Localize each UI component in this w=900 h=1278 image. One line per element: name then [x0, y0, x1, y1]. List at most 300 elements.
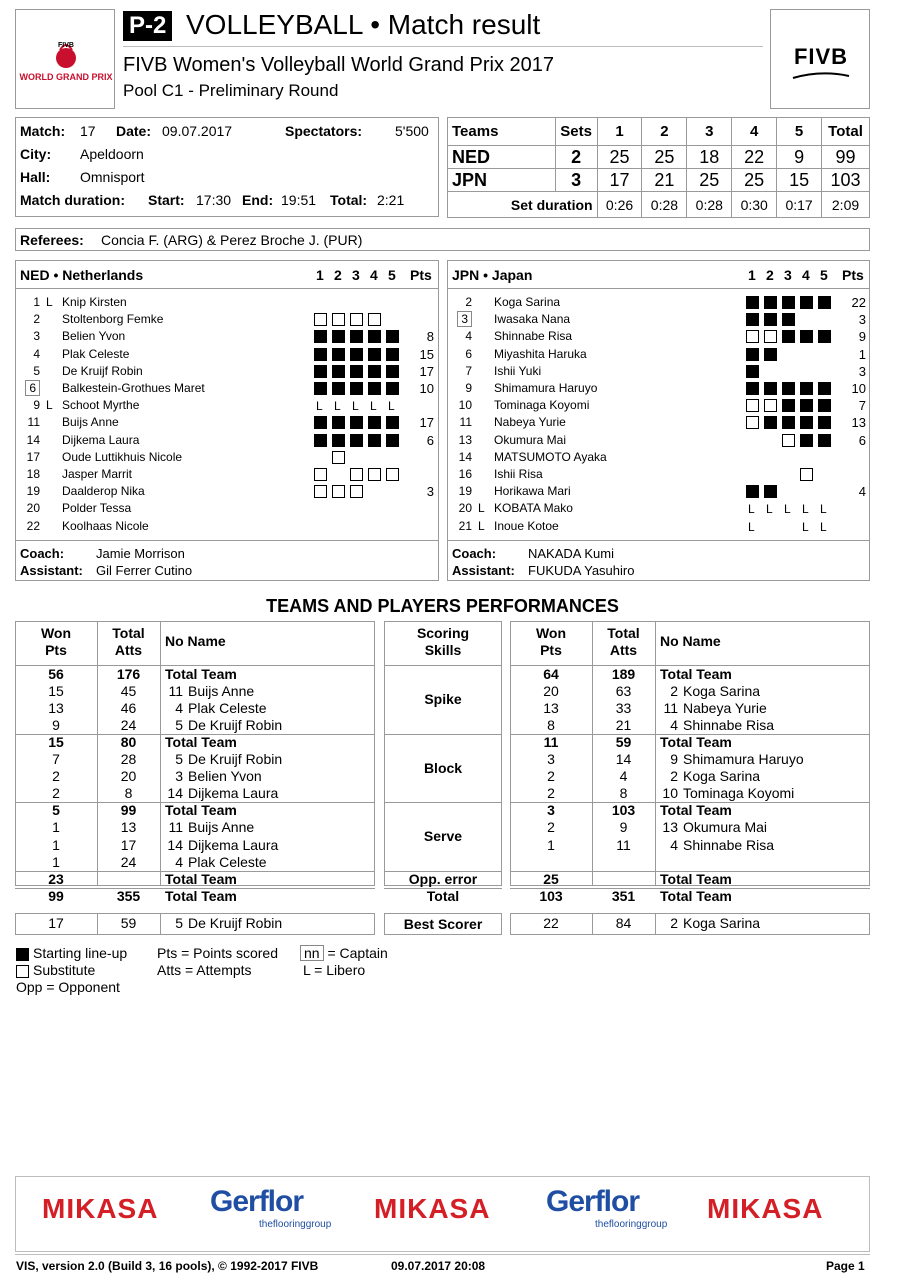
player-name: Iwasaka Nana — [494, 312, 571, 327]
player-name: Horikawa Mari — [494, 484, 571, 499]
grand-total-won: 103 — [539, 887, 563, 904]
fivb-logo — [770, 9, 870, 109]
page-title: VOLLEYBALL • Match result — [186, 9, 541, 40]
won-pts: 1 — [52, 819, 60, 836]
player-name: Polder Tessa — [62, 501, 132, 516]
starting-square-icon — [818, 399, 831, 412]
player-name: De Kruijf Robin — [188, 716, 283, 733]
player-number — [452, 311, 472, 328]
pts-header: Pts — [842, 267, 864, 283]
player-name: Nabeya Yurie — [683, 699, 767, 716]
player-number: 4 — [33, 346, 40, 361]
player-number: 13 — [458, 432, 472, 447]
player-number: 5 — [175, 751, 183, 767]
player-number: 22 — [26, 518, 40, 533]
substitute-square-icon — [350, 485, 363, 498]
gerflor-logo: Gerflor — [546, 1185, 640, 1218]
starting-square-icon — [368, 434, 381, 447]
total-atts: 189 — [611, 665, 636, 682]
player-points: 1 — [858, 346, 866, 362]
team-title: JPN • Japan — [452, 267, 533, 283]
player-name: Total Team — [660, 802, 732, 819]
substitute-square-icon — [368, 468, 381, 481]
starting-square-icon — [764, 296, 777, 309]
match-date: 09.07.2017 — [162, 123, 233, 139]
opp-error-won: 23 — [48, 870, 64, 887]
total-atts: 24 — [120, 716, 137, 733]
set-score: 25 — [732, 169, 777, 192]
player-name: Daalderop Nika — [62, 484, 145, 499]
starting-square-icon — [350, 416, 363, 429]
player-number: 2 — [670, 768, 678, 785]
starting-square-icon — [746, 313, 759, 326]
libero-set-mark: L — [748, 519, 755, 534]
score-header-cell: Teams — [448, 118, 556, 146]
perf-header: No Name — [165, 633, 226, 649]
legend-substitute — [16, 962, 95, 978]
grand-total-won: 99 — [48, 887, 64, 904]
perf-header: Pts — [540, 642, 562, 658]
start-label: Start: — [148, 192, 185, 208]
perf-row-line — [384, 665, 502, 666]
gerflor-tagline: theflooringgroup — [259, 1219, 332, 1230]
starting-square-icon — [314, 348, 327, 361]
starting-square-icon — [332, 365, 345, 378]
starting-square-icon — [818, 330, 831, 343]
player-name: Shimamura Haruyo — [494, 381, 598, 395]
player-points: 17 — [419, 415, 434, 431]
total-atts: 63 — [615, 682, 632, 699]
opp-error-name: Total Team — [660, 870, 732, 887]
won-pts: 1 — [52, 853, 60, 870]
starting-square-icon — [314, 416, 327, 429]
title-divider — [123, 46, 763, 47]
score-header-cell: 3 — [687, 118, 732, 146]
player-name: Total Team — [660, 733, 732, 750]
starting-square-icon — [764, 348, 777, 361]
perf-row-line — [384, 802, 502, 803]
starting-square-icon — [386, 382, 399, 395]
player-name: Belien Yvon — [188, 768, 262, 785]
player-name: Stoltenborg Femke — [62, 312, 164, 327]
substitute-square-icon — [764, 399, 777, 412]
player-name: Okumura Mai — [683, 819, 768, 836]
player-number: 9 — [465, 381, 472, 395]
player-name: Plak Celeste — [188, 699, 267, 716]
won-pts: 20 — [543, 682, 559, 699]
total-atts: 28 — [120, 751, 137, 767]
player-number: 17 — [26, 449, 40, 464]
won-pts: 2 — [52, 768, 60, 785]
perf-header: Scoring — [416, 625, 470, 641]
score-row-jpn — [448, 169, 870, 192]
player-name: Koga Sarina — [683, 768, 761, 785]
set-header: 5 — [388, 267, 396, 283]
set-header: 2 — [334, 267, 342, 283]
end-value: 19:51 — [281, 192, 317, 208]
set-header: 5 — [820, 267, 828, 283]
starting-square-icon — [800, 382, 813, 395]
set-header: 4 — [802, 267, 810, 283]
player-number: 2 — [670, 682, 678, 699]
legend-libero: L = Libero — [303, 962, 366, 978]
coach-ned-divider — [15, 540, 439, 541]
set-score: 18 — [687, 146, 732, 169]
player-name: KOBATA Mako — [494, 501, 573, 516]
substitute-square-icon — [746, 416, 759, 429]
total-atts: 8 — [619, 785, 628, 802]
starting-square-icon — [350, 365, 363, 378]
score-header-row — [448, 118, 870, 146]
substitute-square-icon — [314, 468, 327, 481]
won-pts: 2 — [547, 785, 555, 802]
player-name: Ishii Yuki — [494, 363, 542, 378]
performance-title: TEAMS AND PLAYERS PERFORMANCES — [266, 596, 619, 616]
player-name: Plak Celeste — [188, 853, 267, 870]
player-points: 15 — [419, 346, 434, 362]
wgp-logo — [15, 9, 115, 109]
starting-square-icon — [746, 365, 759, 378]
starting-square-icon — [764, 313, 777, 326]
won-pts: 8 — [547, 716, 555, 733]
legend-captain — [300, 945, 388, 961]
grand-total-atts: 355 — [116, 887, 141, 904]
player-name: Koga Sarina — [494, 295, 561, 309]
starting-square-icon — [332, 348, 345, 361]
best-no: 5 — [175, 915, 183, 931]
player-number: 20 — [26, 501, 40, 516]
substitute-square-icon — [746, 330, 759, 343]
player-name: Buijs Anne — [62, 415, 119, 430]
perf-col-line — [160, 621, 161, 886]
player-name: Total Team — [165, 802, 237, 819]
total-atts: 14 — [615, 751, 632, 767]
best-atts: 59 — [120, 915, 137, 931]
spectators-value: 5'500 — [395, 123, 429, 139]
set-score: 25 — [687, 169, 732, 192]
player-number: 13 — [662, 819, 678, 836]
starting-square-icon — [350, 434, 363, 447]
total-atts: 46 — [120, 699, 137, 716]
starting-square-icon — [332, 416, 345, 429]
player-points: 3 — [858, 363, 866, 379]
perf-header: Won — [40, 625, 72, 641]
libero-set-mark: L — [316, 399, 323, 414]
starting-square-icon — [782, 313, 795, 326]
assistant-name: Gil Ferrer Cutino — [96, 563, 193, 578]
set-duration: 0:28 — [687, 192, 732, 218]
team-code: NED — [448, 146, 556, 169]
match-label: Match: — [20, 123, 66, 139]
player-number: 7 — [465, 363, 472, 378]
perf-header: Total — [607, 625, 640, 641]
coach-label: Coach: — [20, 546, 65, 561]
won-pts: 9 — [52, 716, 60, 733]
grand-total-name: Total Team — [660, 887, 732, 904]
won-pts: 3 — [547, 802, 555, 819]
perf-col-line — [655, 621, 656, 886]
set-score: 15 — [777, 169, 822, 192]
set-header: 3 — [352, 267, 360, 283]
opp-error-name: Total Team — [165, 870, 237, 887]
player-number: 11 — [459, 415, 472, 430]
player-number: 19 — [458, 484, 472, 499]
player-number: 4 — [670, 716, 678, 733]
set-score: 22 — [732, 146, 777, 169]
player-points: 6 — [426, 432, 434, 448]
footer-printed: 09.07.2017 20:08 — [391, 1259, 486, 1273]
player-name: Shinnabe Risa — [683, 716, 775, 733]
won-pts: 2 — [547, 768, 555, 785]
starting-square-icon — [332, 434, 345, 447]
starting-square-icon — [314, 382, 327, 395]
won-pts: 15 — [48, 733, 64, 750]
player-number: 10 — [662, 785, 678, 802]
footer-version: VIS, version 2.0 (Build 3, 16 pools), © 1992-2017 FIVB — [16, 1259, 319, 1273]
starting-square-icon — [782, 382, 795, 395]
doc-code: P-2 — [123, 11, 172, 41]
legend-starting-text: Starting line-up — [33, 945, 128, 961]
legend-atts: Atts = Attempts — [157, 962, 252, 978]
player-number: 2 — [33, 312, 40, 327]
libero-set-mark: L — [388, 399, 395, 414]
total-value: 2:21 — [377, 192, 405, 208]
starting-square-icon — [746, 382, 759, 395]
perf-col-line — [655, 913, 656, 935]
player-number: 4 — [175, 853, 183, 870]
starting-square-icon — [350, 330, 363, 343]
set-score: 25 — [597, 146, 642, 169]
substitute-square-icon — [332, 313, 345, 326]
legend-pts: Pts = Points scored — [157, 945, 279, 961]
best-won: 22 — [543, 915, 559, 931]
player-number: 11 — [27, 415, 40, 430]
starting-square-icon — [332, 382, 345, 395]
starting-square-icon — [386, 330, 399, 343]
won-pts: 64 — [543, 665, 559, 682]
wgp-logo-icon — [16, 10, 116, 110]
substitute-square-icon — [368, 313, 381, 326]
coach-name: Jamie Morrison — [96, 546, 185, 561]
legend-captain-text: = Captain — [327, 945, 388, 961]
skill-label: Block — [423, 759, 463, 776]
libero-mark: L — [478, 518, 485, 533]
player-number: 14 — [26, 432, 40, 447]
player-number: 6 — [465, 346, 472, 361]
gerflor-tagline: theflooringgroup — [595, 1219, 668, 1230]
libero-set-mark: L — [352, 399, 359, 414]
won-pts: 2 — [547, 819, 555, 836]
substitute-square-icon — [332, 451, 345, 464]
won-pts: 15 — [48, 682, 64, 699]
start-value: 17:30 — [196, 192, 232, 208]
total-atts: 13 — [120, 819, 137, 836]
pts-header: Pts — [410, 267, 432, 283]
libero-set-mark: L — [766, 502, 773, 517]
logo-wgp-text: WORLD GRAND PRIX — [19, 72, 113, 82]
player-points: 22 — [851, 295, 866, 310]
score-header-cell: Total — [822, 118, 870, 146]
end-label: End: — [242, 192, 274, 208]
starting-square-icon — [800, 416, 813, 429]
score-header-cell: Sets — [555, 118, 597, 146]
player-name: Dijkema Laura — [62, 432, 140, 447]
player-number — [20, 380, 40, 397]
starting-square-icon — [782, 399, 795, 412]
set-score: 9 — [777, 146, 822, 169]
starting-square-icon — [818, 296, 831, 309]
roster-ned-divider — [15, 288, 439, 289]
libero-set-mark: L — [820, 519, 827, 534]
round-name: Pool C1 - Preliminary Round — [123, 81, 339, 100]
libero-mark: L — [478, 501, 485, 516]
perf-header: Won — [535, 625, 567, 641]
match-number: 17 — [80, 123, 96, 139]
grand-total-name: Total Team — [165, 887, 237, 904]
starting-square-icon — [350, 382, 363, 395]
best-name: Koga Sarina — [683, 915, 761, 931]
total-atts: 99 — [120, 802, 137, 819]
total-score: 103 — [822, 169, 870, 192]
player-name: Shinnabe Risa — [494, 329, 573, 344]
player-number: 21 — [458, 518, 472, 533]
starting-square-icon — [314, 365, 327, 378]
best-no: 2 — [670, 915, 678, 931]
total-atts: 20 — [120, 768, 137, 785]
player-number: 20 — [458, 501, 472, 516]
starting-square-icon — [386, 434, 399, 447]
libero-set-mark: L — [802, 502, 809, 517]
spectators-label: Spectators: — [285, 123, 363, 139]
captain-sample: nn — [300, 945, 324, 961]
player-number: 11 — [168, 819, 183, 836]
player-name: Koolhaas Nicole — [62, 518, 149, 533]
player-name: Schoot Myrthe — [62, 398, 140, 413]
best-name: De Kruijf Robin — [188, 915, 283, 931]
player-points: 7 — [858, 398, 866, 414]
starting-square-icon — [368, 348, 381, 361]
libero-mark: L — [46, 398, 53, 413]
substitute-square-icon — [350, 313, 363, 326]
starting-square-icon — [368, 365, 381, 378]
total-atts: 59 — [615, 733, 632, 750]
coach-jpn-divider — [447, 540, 870, 541]
player-name: Nabeya Yurie — [494, 415, 566, 430]
player-points: 10 — [851, 381, 866, 396]
score-header-cell: 1 — [597, 118, 642, 146]
perf-box — [384, 621, 502, 886]
won-pts: 1 — [52, 836, 60, 853]
substitute-square-icon — [764, 330, 777, 343]
won-pts: 2 — [52, 785, 60, 802]
player-name: Tominaga Koyomi — [683, 785, 795, 802]
player-points: 10 — [419, 381, 434, 396]
set-duration-label: Set duration — [448, 192, 598, 218]
score-row-ned — [448, 146, 870, 169]
total-atts: 9 — [619, 819, 628, 836]
mikasa-logo: MIKASA — [707, 1193, 824, 1224]
set-score: 17 — [597, 169, 642, 192]
player-number: 2 — [465, 295, 472, 309]
player-name: De Kruijf Robin — [188, 751, 283, 767]
substitute-square-icon — [314, 485, 327, 498]
player-name: Plak Celeste — [62, 346, 130, 361]
substitute-square-icon — [350, 468, 363, 481]
starting-square-icon — [800, 296, 813, 309]
player-name: Oude Luttikhuis Nicole — [62, 449, 183, 464]
starting-square-icon — [332, 330, 345, 343]
score-header-cell: 4 — [732, 118, 777, 146]
total-atts: 11 — [616, 836, 631, 853]
city-label: City: — [20, 146, 52, 162]
won-pts: 56 — [48, 665, 64, 682]
starting-square-icon — [386, 348, 399, 361]
won-pts: 13 — [543, 699, 559, 716]
starting-square-icon — [764, 416, 777, 429]
starting-square-icon — [16, 948, 29, 961]
grand-total-atts: 351 — [611, 887, 636, 904]
player-number: 9 — [670, 751, 678, 767]
logo-fivb-text: FIVB — [58, 42, 74, 49]
total-atts: 21 — [615, 716, 632, 733]
best-atts: 84 — [615, 915, 632, 931]
starting-square-icon — [386, 365, 399, 378]
starting-square-icon — [314, 330, 327, 343]
set-header: 1 — [316, 267, 324, 283]
starting-square-icon — [800, 399, 813, 412]
player-name: Inoue Kotoe — [494, 518, 559, 533]
captain-number: 3 — [457, 311, 472, 327]
player-points: 3 — [426, 484, 434, 500]
perf-col-line — [160, 913, 161, 935]
player-number: 11 — [168, 682, 183, 699]
score-header-cell: 5 — [777, 118, 822, 146]
player-number: 16 — [458, 467, 472, 481]
player-name: Dijkema Laura — [188, 785, 279, 802]
set-duration-row — [448, 192, 870, 218]
player-number: 3 — [175, 768, 183, 785]
won-pts: 13 — [48, 699, 64, 716]
perf-row-line — [384, 734, 502, 735]
referees-label: Referees: — [20, 232, 84, 248]
player-name: Knip Kirsten — [62, 295, 127, 309]
captain-number: 6 — [25, 380, 40, 396]
team-title: NED • Netherlands — [20, 267, 144, 283]
roster-jpn-divider — [447, 288, 870, 289]
substitute-square-icon — [314, 313, 327, 326]
starting-square-icon — [368, 416, 381, 429]
libero-mark: L — [46, 295, 53, 309]
assistant-label: Assistant: — [20, 563, 83, 578]
starting-square-icon — [818, 382, 831, 395]
starting-square-icon — [386, 416, 399, 429]
player-number: 5 — [175, 716, 183, 733]
player-name: Total Team — [165, 665, 237, 682]
fivb-logo-text: FIVB — [793, 44, 849, 69]
legend-opp: Opp = Opponent — [16, 979, 120, 995]
set-duration: 0:17 — [777, 192, 822, 218]
starting-square-icon — [800, 434, 813, 447]
libero-set-mark: L — [748, 502, 755, 517]
best-won: 17 — [48, 915, 64, 931]
won-pts: 1 — [547, 836, 555, 853]
player-number: 14 — [458, 449, 472, 464]
libero-set-mark: L — [370, 399, 377, 414]
starting-square-icon — [746, 296, 759, 309]
competition-name: FIVB Women's Volleyball World Grand Prix 2017 — [123, 54, 555, 76]
set-header: 2 — [766, 267, 774, 283]
perf-header: No Name — [660, 633, 721, 649]
